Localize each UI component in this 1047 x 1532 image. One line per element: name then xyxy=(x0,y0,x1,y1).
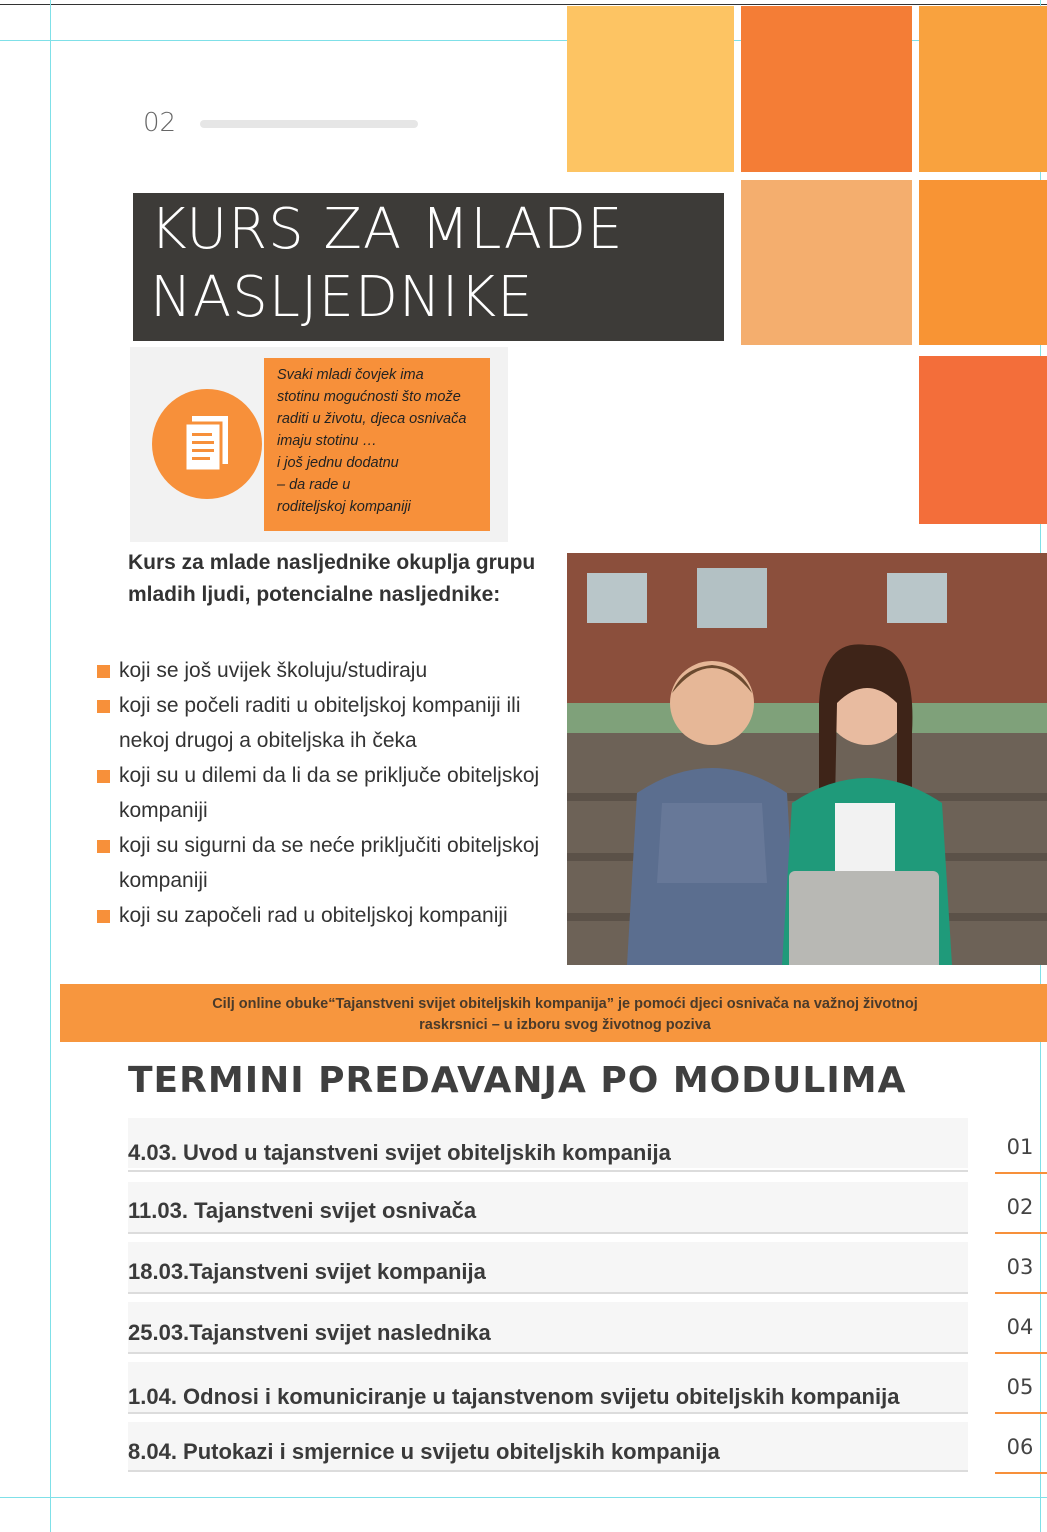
decor-square xyxy=(919,6,1047,172)
bullet-square-icon xyxy=(97,700,110,713)
schedule-item-number: 03 xyxy=(1006,1255,1034,1279)
quote-line: imaju stotinu … xyxy=(277,433,377,449)
bullet-item xyxy=(97,898,567,933)
title-line-2: NASLJEDNIKE xyxy=(150,265,534,330)
page-title xyxy=(150,196,720,332)
number-underline xyxy=(995,1472,1047,1474)
schedule-row-line xyxy=(128,1292,968,1294)
title-line-1: KURS ZA MLADE xyxy=(150,197,624,262)
quote-line: raditi u životu, djeca osnivača xyxy=(277,411,467,427)
decor-square xyxy=(741,6,912,172)
bullet-text: koji se počeli raditi u obiteljskoj kompaniji ili nekoj drugoj a obiteljska ih čeka xyxy=(119,694,521,752)
bullet-item xyxy=(97,828,567,898)
schedule-title: TERMINI PREDAVANJA PO MODULIMA xyxy=(128,1060,907,1101)
banner-line-2: raskrsnici – u izboru svog životnog poziva xyxy=(419,1017,711,1033)
quote-line: – da rade u xyxy=(277,477,351,493)
schedule-row-line xyxy=(128,1170,968,1172)
goal-banner-text xyxy=(140,994,990,1036)
bullet-text: koji su u dilemi da li da se priključe obiteljskoj kompaniji xyxy=(119,764,540,822)
number-underline xyxy=(995,1412,1047,1414)
bullet-text: koji su započeli rad u obiteljskoj kompaniji xyxy=(119,904,508,927)
number-underline xyxy=(995,1232,1047,1234)
number-underline xyxy=(995,1352,1047,1354)
schedule-row-line xyxy=(128,1470,968,1472)
quote-line: i još jednu dodatnu xyxy=(277,455,399,471)
bullet-square-icon xyxy=(97,770,110,783)
schedule-item-text: 11.03. Tajanstveni svijet osnivača xyxy=(128,1198,477,1223)
schedule-item-number: 05 xyxy=(1006,1375,1034,1399)
quote-line: stotinu mogućnosti što može xyxy=(277,389,461,405)
bullet-item xyxy=(97,653,567,688)
students-photo xyxy=(567,553,1047,965)
page-number: 02 xyxy=(143,108,177,138)
schedule-item-number: 06 xyxy=(1006,1435,1034,1459)
quote-text xyxy=(277,364,489,518)
schedule-item-text: 4.03. Uvod u tajanstveni svijet obiteljskih kompanija xyxy=(128,1140,671,1165)
schedule-item-text: 18.03.Tajanstveni svijet kompanija xyxy=(128,1259,486,1284)
bullet-text: koji se još uvijek školuju/studiraju xyxy=(119,659,428,682)
quote-line: roditeljskoj kompaniji xyxy=(277,499,411,515)
schedule-item-text: 25.03.Tajanstveni svijet naslednika xyxy=(128,1320,491,1345)
bullet-square-icon xyxy=(97,840,110,853)
intro-text: Kurs za mlade nasljednike okuplja grupu mladih ljudi, potencialne nasljednike: xyxy=(128,551,536,606)
schedule-item-number: 02 xyxy=(1006,1195,1034,1219)
guide-line-left xyxy=(50,0,51,1532)
schedule-row-line xyxy=(128,1352,968,1354)
bullet-square-icon xyxy=(97,910,110,923)
decor-square xyxy=(919,180,1047,345)
bullet-item xyxy=(97,758,567,828)
top-border-line xyxy=(0,4,1047,5)
document-icon xyxy=(152,389,262,499)
page-number-bar xyxy=(200,120,418,128)
bullet-text: koji su sigurni da se neće priključiti obiteljskoj kompaniji xyxy=(119,834,540,892)
schedule-item-number: 04 xyxy=(1006,1315,1034,1339)
bullet-list xyxy=(97,653,567,933)
decor-square xyxy=(567,6,734,172)
number-underline xyxy=(995,1172,1047,1174)
guide-line-bottom xyxy=(0,1497,1047,1498)
banner-line-1: Cilj online obuke“Tajanstveni svijet obiteljskih kompanija” je pomoći djeci osnivača na važnoj životnoj xyxy=(212,996,918,1012)
number-underline xyxy=(995,1292,1047,1294)
bullet-square-icon xyxy=(97,665,110,678)
decor-square xyxy=(741,180,912,345)
schedule-row-line xyxy=(128,1232,968,1234)
schedule-row-line xyxy=(128,1412,968,1414)
decor-square xyxy=(919,356,1047,524)
schedule-item-number: 01 xyxy=(1006,1135,1034,1159)
schedule-item-text: 8.04. Putokazi i smjernice u svijetu obiteljskih kompanija xyxy=(128,1439,720,1464)
schedule-item-text: 1.04. Odnosi i komuniciranje u tajanstvenom svijetu obiteljskih kompanija xyxy=(128,1384,900,1409)
quote-line: Svaki mladi čovjek ima xyxy=(277,367,424,383)
bullet-item xyxy=(97,688,567,758)
